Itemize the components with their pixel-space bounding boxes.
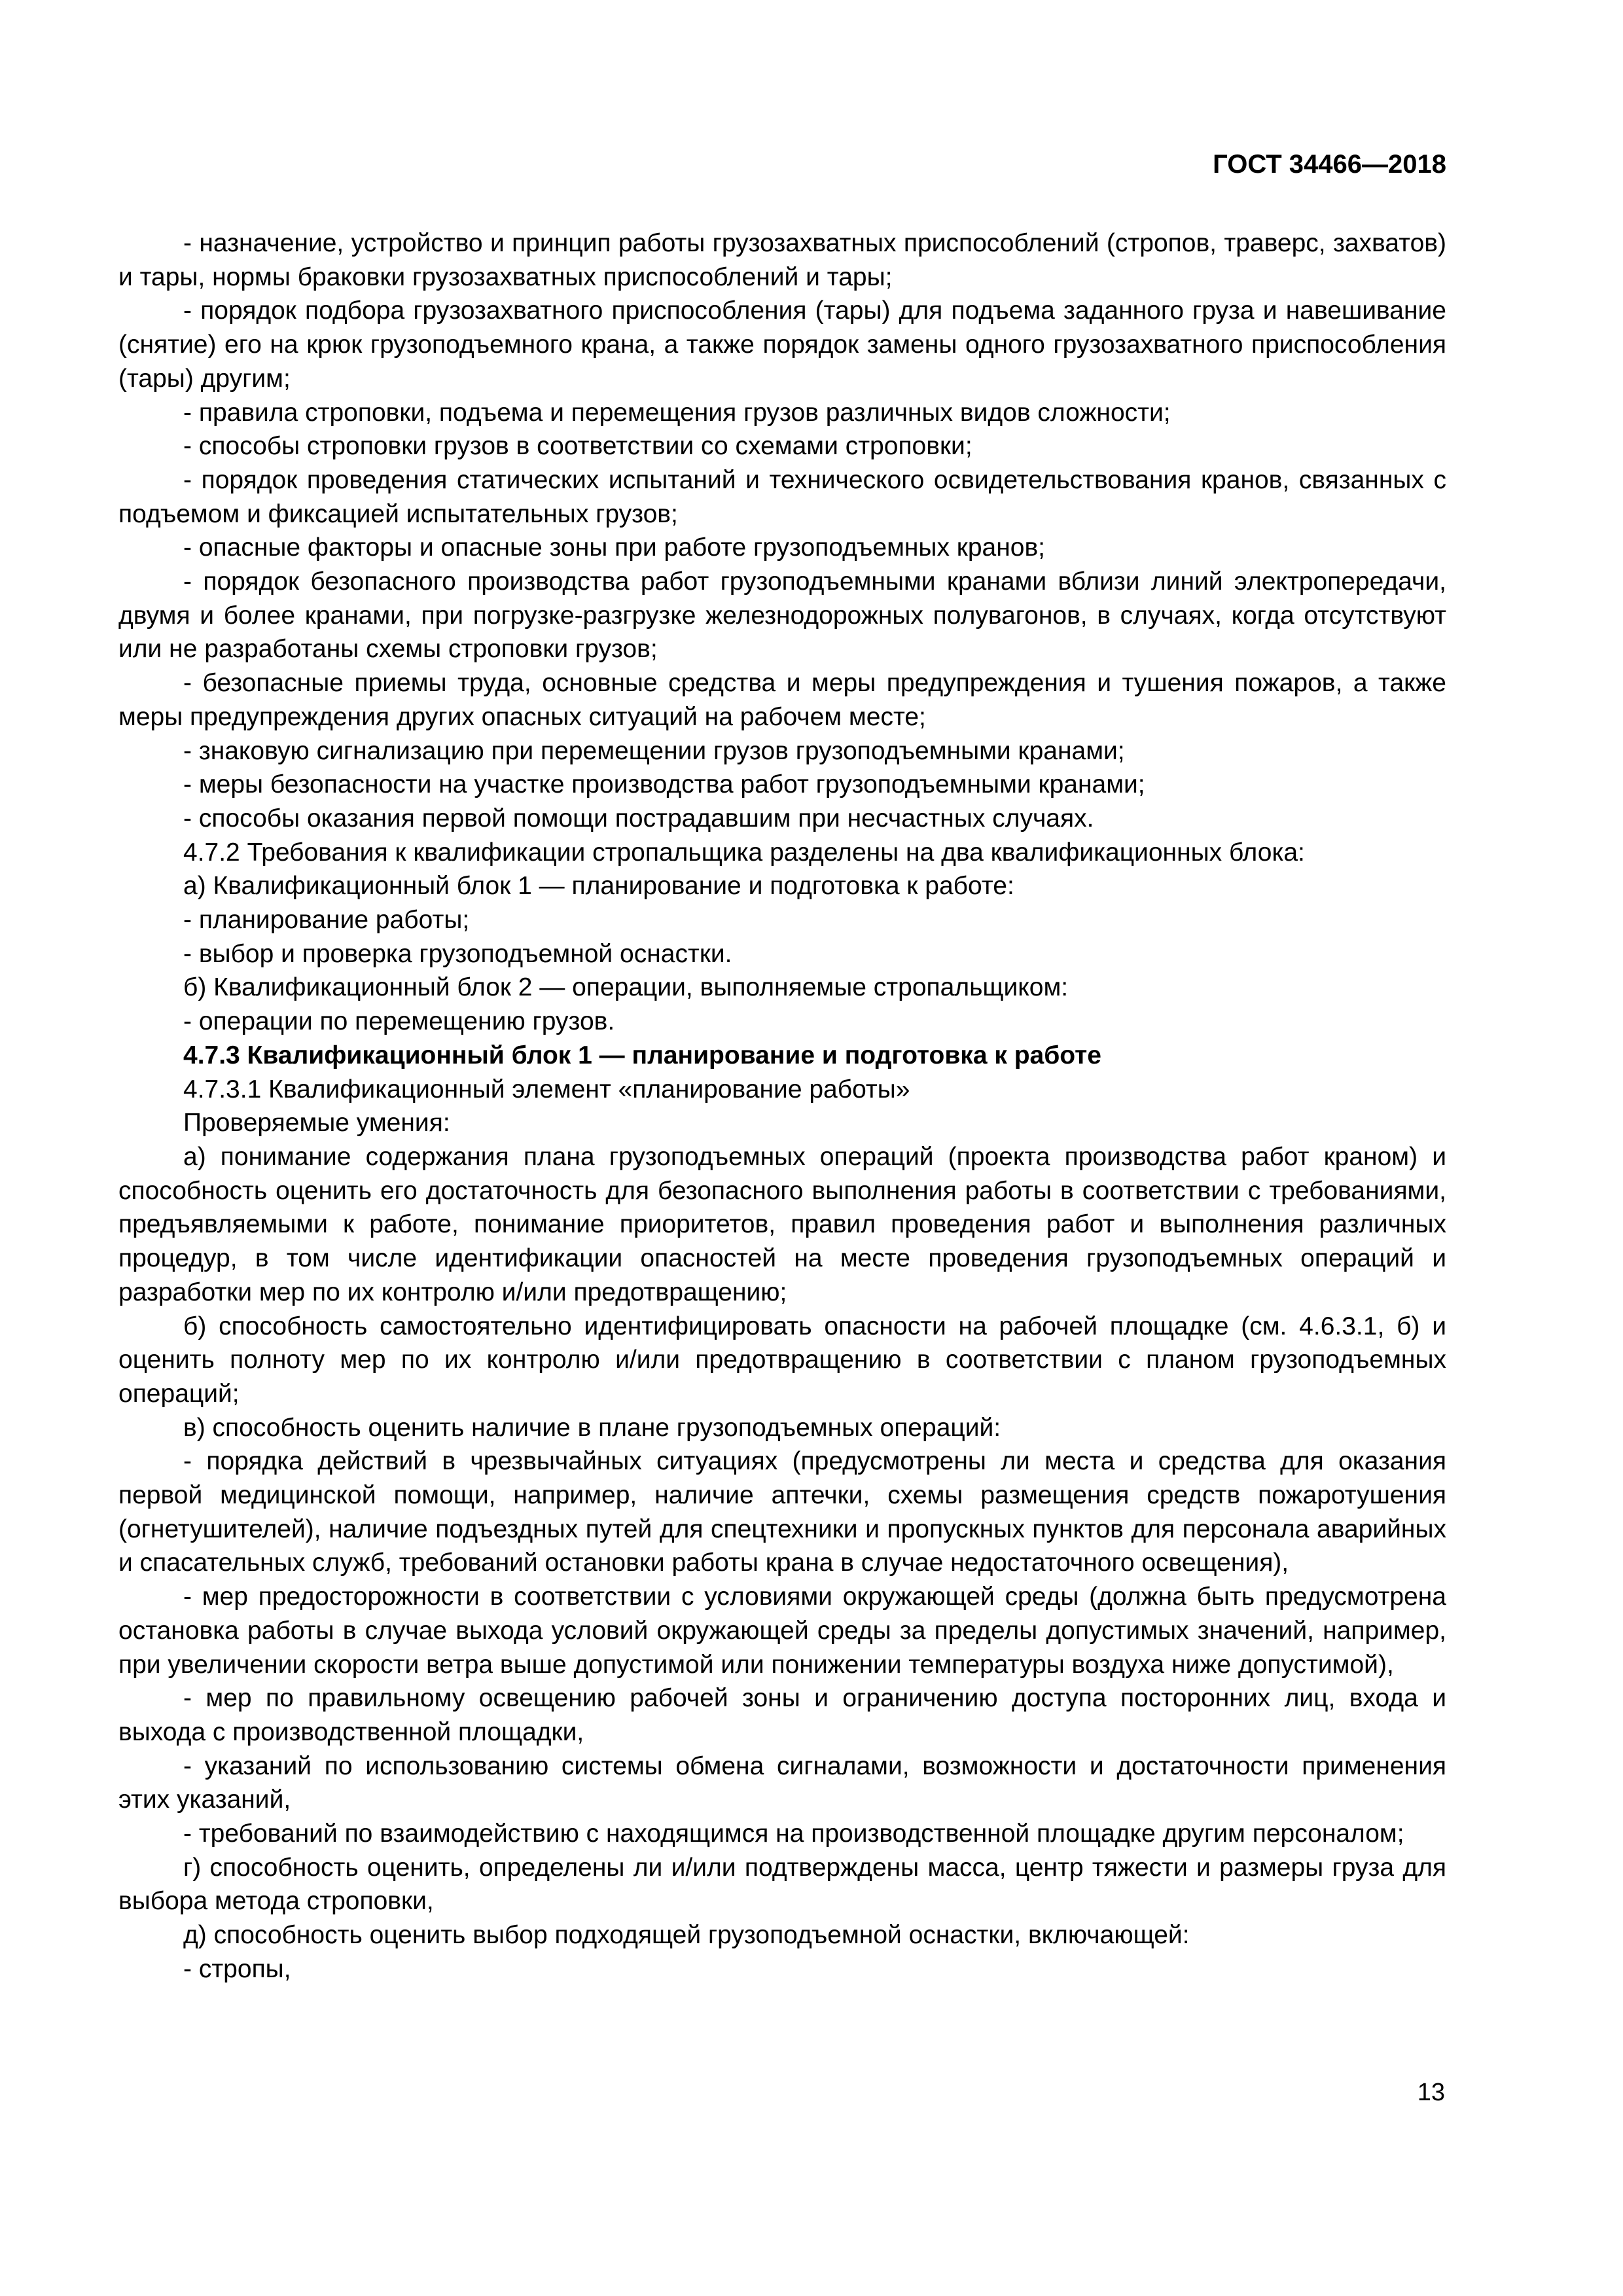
- paragraph: 4.7.2 Требования к квалификации стропальщика разделены на два квалификационных блока:: [183, 838, 1305, 867]
- paragraph: - стропы,: [183, 1954, 291, 1983]
- paragraph: - правила строповки, подъема и перемещения грузов различных видов сложности;: [183, 398, 1171, 427]
- body-text: [118, 226, 1446, 1986]
- paragraph: - способы строповки грузов в соответствии со схемами строповки;: [183, 432, 972, 461]
- paragraph: г) способность оценить, определены ли и/или подтверждены масса, центр тяжести и размеры груза для выбора метода строповки,: [118, 1853, 1446, 1916]
- paragraph: - выбор и проверка грузоподъемной оснастки.: [183, 939, 732, 968]
- paragraph: в) способность оценить наличие в плане грузоподъемных операций:: [183, 1413, 1001, 1442]
- paragraph: - назначение, устройство и принцип работы грузозахватных приспособлений (стропов, траверс, захватов) и тары, нормы браковки грузозахватных приспособлений и тары;: [118, 229, 1446, 291]
- paragraph: 4.7.3.1 Квалификационный элемент «планирование работы»: [183, 1075, 910, 1103]
- paragraph: - планирование работы;: [183, 906, 470, 935]
- standard-code: ГОСТ 34466—2018: [1213, 150, 1446, 179]
- paragraph: - требований по взаимодействию с находящимся на производственной площадке другим персоналом;: [183, 1820, 1404, 1848]
- paragraph: а) понимание содержания плана грузоподъемных операций (проекта производства работ краном) и способность оценить его достаточность для безопасного выполнения работы в соответствии с требованиями, предъявляемыми к работе, понимание приоритетов, правил проведения работ и выполнения различных процедур, в том числе идентификации опасностей на месте проведения грузоподъемных операций и разработки мер по их контролю и/или предотвращению;: [118, 1142, 1446, 1306]
- paragraph: - знаковую сигнализацию при перемещении грузов грузоподъемными кранами;: [183, 736, 1125, 765]
- paragraph: - меры безопасности на участке производства работ грузоподъемными кранами;: [183, 770, 1145, 799]
- paragraph: - порядка действий в чрезвычайных ситуациях (предусмотрены ли места и средства для оказания первой медицинской помощи, например, наличие аптечки, схемы размещения средств пожаротушения (огнетушителей), наличие подъездных путей для спецтехники и пропускных пунктов для персонала аварийных и спасательных служб, требований остановки работы крана в случае недостаточного освещения),: [118, 1447, 1446, 1577]
- paragraph: - операции по перемещению грузов.: [183, 1007, 615, 1036]
- page-number: 13: [1417, 2079, 1445, 2106]
- paragraph: б) Квалификационный блок 2 — операции, выполняемые стропальщиком:: [183, 973, 1069, 1002]
- paragraph: - опасные факторы и опасные зоны при работе грузоподъемных кранов;: [183, 533, 1046, 562]
- paragraph: д) способность оценить выбор подходящей грузоподъемной оснастки, включающей:: [183, 1921, 1190, 1950]
- paragraph: Проверяемые умения:: [183, 1109, 450, 1138]
- paragraph: - мер по правильному освещению рабочей зоны и ограничению доступа посторонних лиц, входа и выхода с производственной площадки,: [118, 1684, 1446, 1746]
- paragraph: - способы оказания первой помощи пострадавшим при несчастных случаях.: [183, 804, 1094, 833]
- paragraph: а) Квалификационный блок 1 — планирование и подготовка к работе:: [183, 872, 1014, 901]
- paragraph: - порядок проведения статических испытаний и технического освидетельствования кранов, связанных с подъемом и фиксацией испытательных грузов;: [118, 465, 1446, 528]
- paragraph: - порядок безопасного производства работ грузоподъемными кранами вблизи линий электропередачи, двумя и более кранами, при погрузке-разгрузке железнодорожных полувагонов, в случаях, когда отсутствуют или не разработаны схемы строповки грузов;: [118, 567, 1446, 664]
- paragraph: - мер предосторожности в соответствии с условиями окружающей среды (должна быть предусмотрена остановка работы в случае выхода условий окружающей среды за пределы допустимых значений, например, при увеличении скорости ветра выше допустимой или понижении температуры воздуха ниже допустимой),: [118, 1583, 1446, 1679]
- paragraph: - безопасные приемы труда, основные средства и меры предупреждения и тушения пожаров, а также меры предупреждения других опасных ситуаций на рабочем месте;: [118, 669, 1446, 731]
- paragraph: - порядок подбора грузозахватного приспособления (тары) для подъема заданного груза и навешивание (снятие) его на крюк грузоподъемного крана, а также порядок замены одного грузозахватного приспособления (тары) другим;: [118, 296, 1446, 393]
- section-heading: 4.7.3 Квалификационный блок 1 — планирование и подготовка к работе: [183, 1041, 1101, 1069]
- paragraph: б) способность самостоятельно идентифицировать опасности на рабочей площадке (см. 4.6.3.1, б) и оценить полноту мер по их контролю и/или предотвращению в соответствии с планом грузоподъемных операций;: [118, 1312, 1446, 1408]
- paragraph: - указаний по использованию системы обмена сигналами, возможности и достаточности применения этих указаний,: [118, 1751, 1446, 1814]
